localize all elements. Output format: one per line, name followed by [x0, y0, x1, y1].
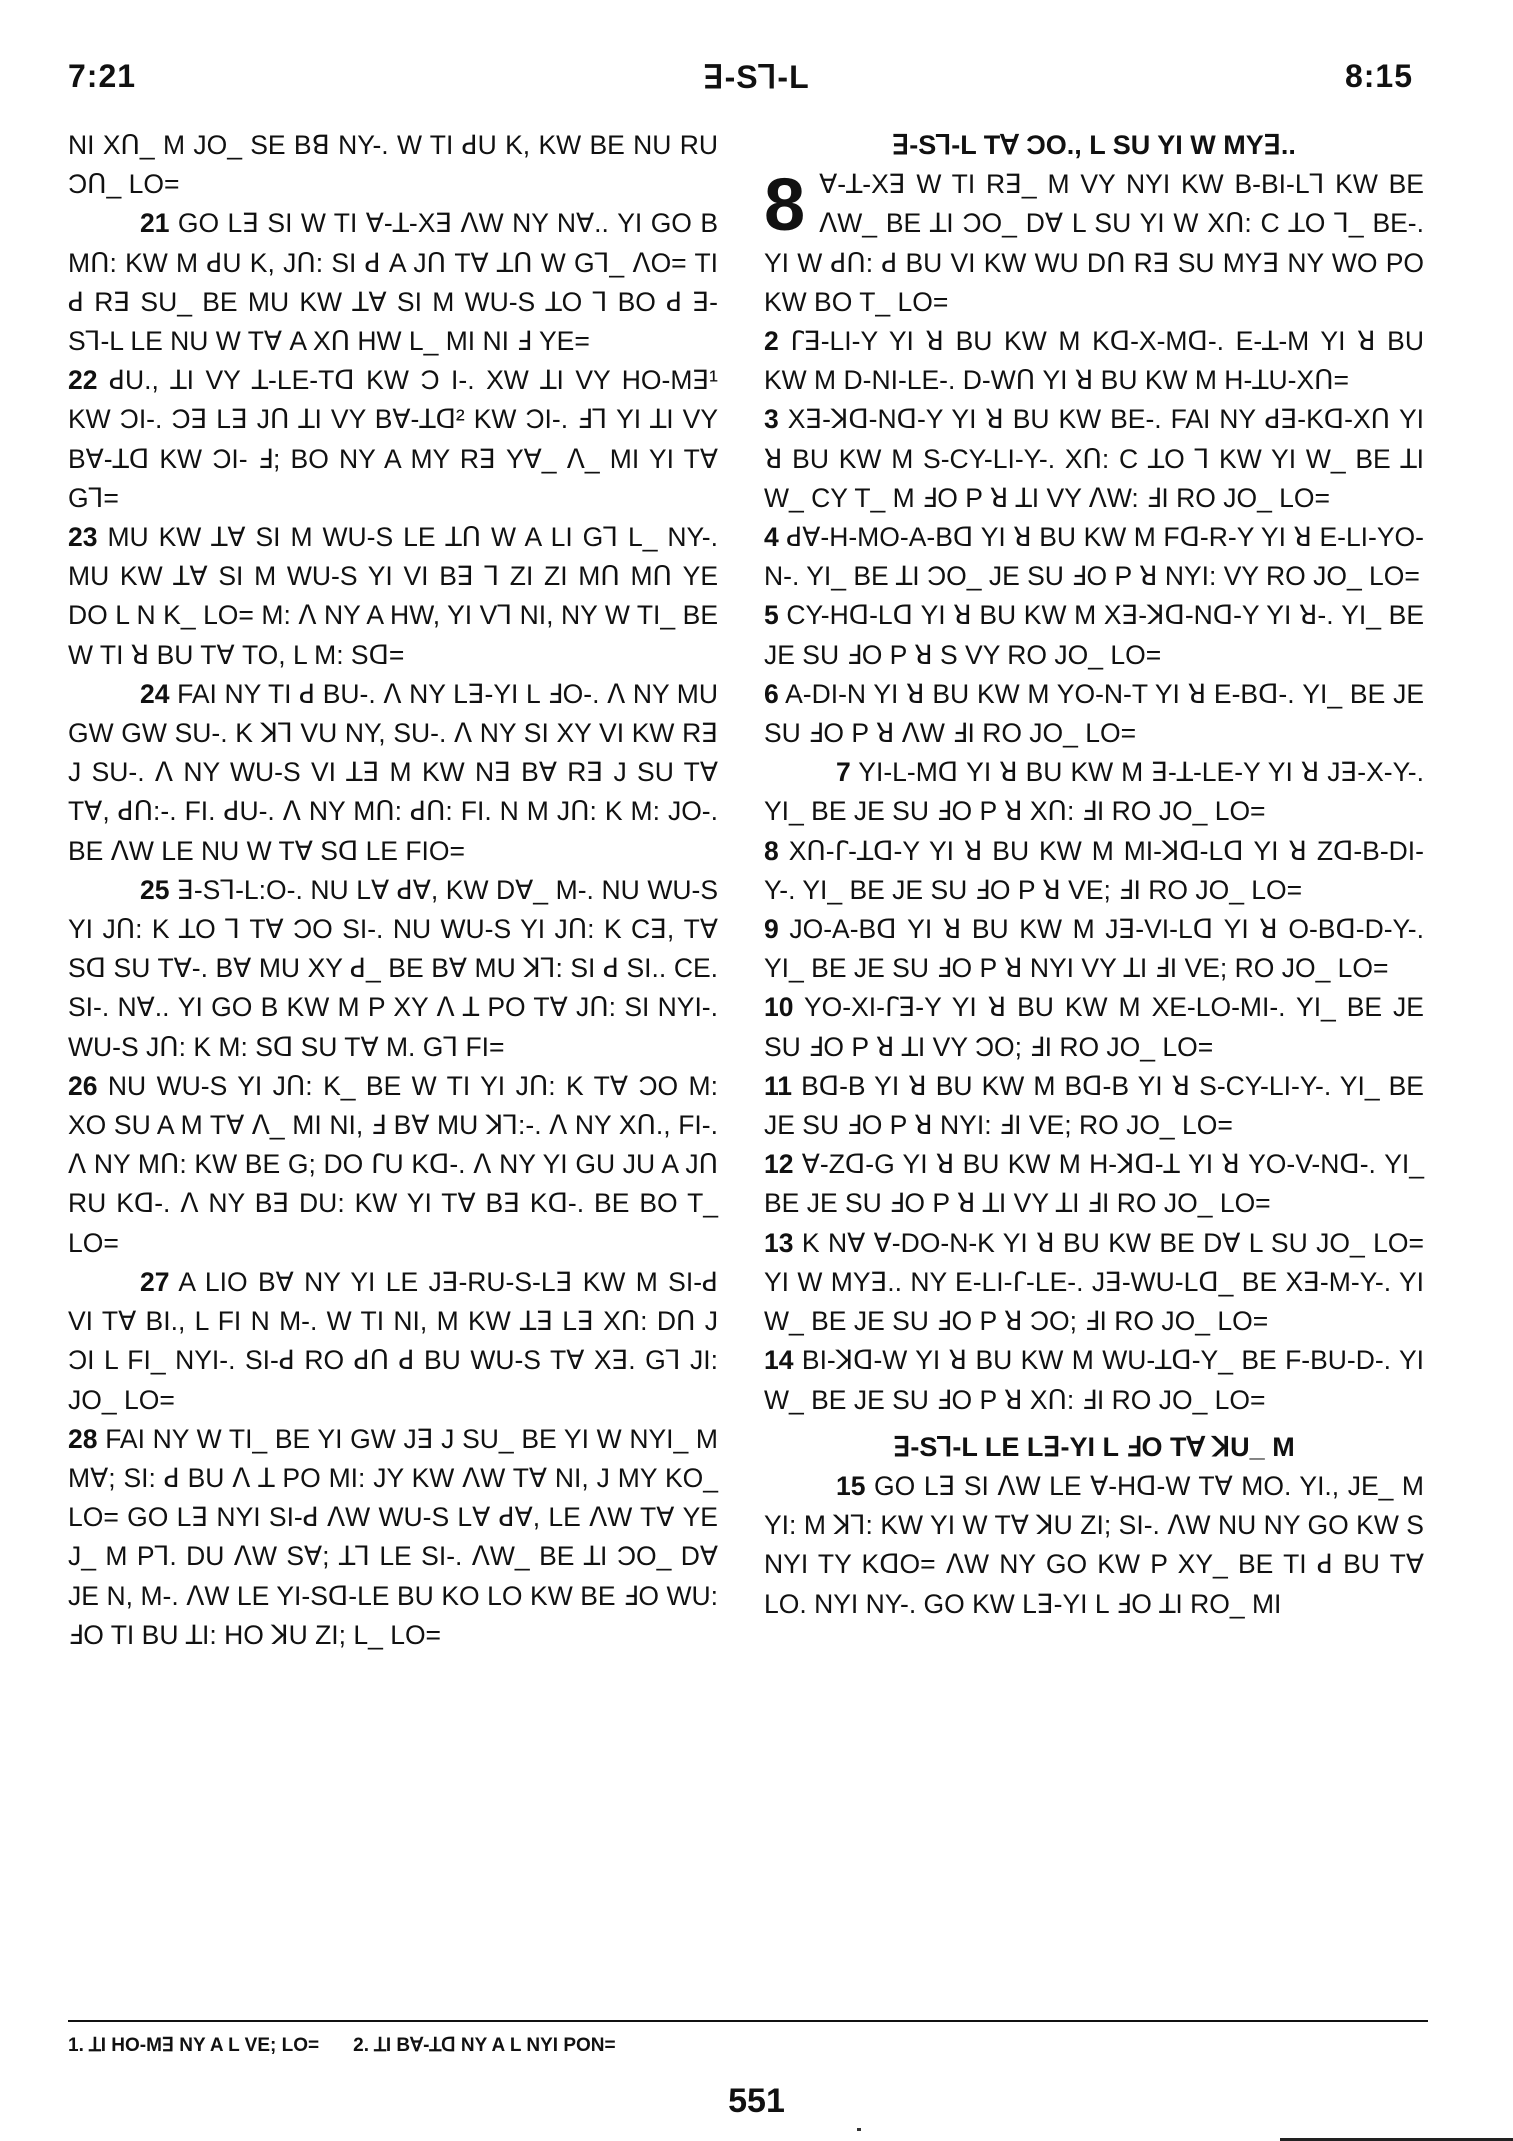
- verse-paragraph: [68, 871, 718, 1067]
- footnote: 1. ꓕI HO-Mꓱ NY A L VE; LO=: [68, 2035, 320, 2056]
- verse-text: A-DI-N YI ꓤ BU KW M YO-N-T YI ꓤ E-Bꓷ-. YI_ BE JE SU ꓞO P ꓤ ꓥW ꓞI RO JO_ LO=: [764, 678, 1424, 749]
- verse-paragraph: [68, 126, 718, 204]
- verse-text: NI Xꓵ_ M JO_ SE Bꓭ NY-. W TI ꓒU K, KW BE NU RU Ɔꓵ_ LO=: [68, 130, 718, 200]
- verse-text: ꓒU., ꓕI VY ꓕ-LE-Tꓷ KW Ɔ I-. XW ꓕI VY HO-Mꓱ¹ KW ƆI-. Ɔꓱ Lꓱ Jꓵ ꓕI VY Bꓯ-ꓕꓷ² KW ƆI-. ꓞꓶ YI ꓕI VY Bꓯ-ꓕꓷ KW ƆI- ꓞ; BO NY A MY Rꓱ Yꓯ_ ꓥ_ MI YI Tꓯ Gꓶ=: [68, 365, 718, 513]
- verse-paragraph: [764, 1067, 1424, 1145]
- verse-text: MU KW ꓕꓯ SI M WU-S LE ꓕꓵ W A LI Gꓶ L_ NY-. MU KW ꓕꓯ SI M WU-S YI VI Bꓱ ꓶ ZI ZI Mꓵ Mꓵ YE DO L N K_ LO= M: ꓥ NY A HW, YI Vꓶ NI, NY W TI_ BE W TI ꓤ BU Tꓯ TO, L M: Sꓷ=: [68, 522, 718, 670]
- footnote-divider: [68, 2020, 1428, 2022]
- verse-text: ꓒꓯ-H-MO-A-Bꓷ YI ꓤ BU KW M Fꓷ-R-Y YI ꓤ E-LI-YO-N-. YI_ BE ꓕI ƆO_ JE SU ꓞO P ꓤ NYI: VY RO JO_ LO=: [764, 522, 1424, 592]
- chapter-number: 8: [764, 163, 806, 247]
- right-column: [764, 126, 1424, 1624]
- verse-paragraph: [68, 361, 718, 518]
- verse-number: 23: [68, 522, 98, 553]
- verse-number: 6: [764, 678, 779, 709]
- running-head-right-ref: 8:15: [1344, 58, 1413, 94]
- verse-text: NU WU-S YI Jꓵ: K_ BE W TI YI Jꓵ: K Tꓯ ƆO M: XO SU A M Tꓯ ꓥ_ MI NI, ꓞ Bꓯ MU ꓘꓶ:-. ꓥ NY Xꓵ., FI-. ꓥ NY Mꓵ: KW BE G; DO ꓩU Kꓷ-. ꓥ NY YI GU JU A Jꓵ RU Kꓷ-. ꓥ NY Bꓱ DU: KW YI Tꓯ Bꓱ Kꓷ-. BE BO T_ LO=: [68, 1070, 718, 1258]
- verse-text: ꓩꓱ-LI-Y YI ꓤ BU KW M Kꓷ-X-Mꓷ-. E-ꓕ-M YI ꓤ BU KW M D-NI-LE-. D-Wꓵ YI ꓤ BU KW M H-ꓕU-Xꓵ=: [764, 326, 1424, 396]
- right-paragraphs-1: [764, 165, 1424, 1420]
- verse-number: 21: [140, 208, 170, 239]
- verse-paragraph: [68, 1263, 718, 1420]
- verse-text: FAI NY TI ꓒ BU-. ꓥ NY Lꓱ-YI L ꓞO-. ꓥ NY MU GW GW SU-. K ꓘꓶ VU NY, SU-. ꓥ NY SI XY VI KW Rꓱ J SU-. ꓥ NY WU-S VI ꓕꓱ M KW Nꓱ Bꓯ Rꓱ J SU Tꓯ Tꓯ, ꓒꓵ:-. FI. ꓒU-. ꓥ NY Mꓵ: ꓒꓵ: FI. N M Jꓵ: K M: JO-. BE ꓥW LE NU W Tꓯ Sꓷ LE FIO=: [68, 678, 718, 866]
- section-heading: ꓱ-Sꓶ-L Tꓯ ƆO., L SU YI W MYꓱ..: [892, 130, 1296, 160]
- verse-number: 15: [836, 1470, 866, 1501]
- verse-number: 13: [764, 1227, 794, 1258]
- verse-number: 10: [764, 992, 794, 1023]
- verse-paragraph: [764, 1467, 1424, 1624]
- verse-text: ꓱ-Sꓶ-L:O-. NU Lꓯ ꓒꓯ, KW Dꓯ_ M-. NU WU-S YI Jꓵ: K ꓕO ꓶ Tꓯ ƆO SI-. NU WU-S YI Jꓵ: K Cꓱ, Tꓯ Sꓷ SU Tꓯ-. Bꓯ MU XY ꓒ_ BE Bꓯ MU ꓘꓶ: SI ꓒ SI.. CE. SI-. Nꓯ.. YI GO B KW M P XY ꓥ ꓕ PO Tꓯ Jꓵ: SI NYI-. WU-S Jꓵ: K M: Sꓷ SU Tꓯ M. Gꓶ FI=: [68, 874, 718, 1062]
- verse-text: CY-Hꓷ-Lꓷ YI ꓤ BU KW M Xꓱ-ꓘꓷ-Nꓷ-Y YI ꓤ-. YI_ BE JE SU ꓞO P ꓤ S VY RO JO_ LO=: [764, 600, 1424, 670]
- verse-paragraph: [68, 1420, 718, 1655]
- verse-number: 12: [764, 1149, 794, 1180]
- verse-text: YI-L-Mꓷ YI ꓤ BU KW M ꓱ-ꓕ-LE-Y YI ꓤ Jꓱ-X-Y-. YI_ BE JE SU ꓞO P ꓤ Xꓵ: ꓞI RO JO_ LO=: [764, 757, 1424, 827]
- verse-number: 14: [764, 1345, 794, 1376]
- verse-number: 26: [68, 1070, 98, 1101]
- verse-text: ꓯ-Zꓷ-G YI ꓤ BU KW M H-ꓘꓷ-ꓕ YI ꓤ YO-V-Nꓷ-. YI_ BE JE SU ꓞO P ꓤ ꓕI VY ꓕI ꓞI RO JO_ LO=: [764, 1149, 1424, 1219]
- page-number: 551: [728, 2082, 785, 2120]
- left-column: [68, 126, 718, 1655]
- verse-paragraph: [68, 518, 718, 675]
- verse-text: A LIO Bꓯ NY YI LE Jꓱ-RU-S-Lꓱ KW M SI-ꓒ VI Tꓯ BI., L FI N M-. W TI NI, M KW ꓕꓱ Lꓱ Xꓵ: Dꓵ J ƆI L FI_ NYI-. SI-ꓒ RO ꓒꓵ ꓒ BU WU-S Tꓯ Xꓱ. Gꓶ JI: JO_ LO=: [68, 1266, 718, 1415]
- section-heading: ꓱ-Sꓶ-L LE Lꓱ-YI L ꓞO Tꓯ ꓘU_ M: [893, 1431, 1295, 1462]
- verse-text: JO-A-Bꓷ YI ꓤ BU KW M Jꓱ-VI-Lꓷ YI ꓤ O-Bꓷ-D-Y-. YI_ BE JE SU ꓞO P ꓤ NYI VY ꓕI ꓞI VE; RO JO_ LO=: [764, 914, 1424, 984]
- verse-text: BI-ꓘꓷ-W YI ꓤ BU KW M WU-ꓕꓷ-Y_ BE F-BU-D-. YI W_ BE JE SU ꓞO P ꓤ Xꓵ: ꓞI RO JO_ LO=: [764, 1345, 1424, 1415]
- verse-paragraph: [764, 1341, 1424, 1419]
- verse-number: 28: [68, 1423, 98, 1454]
- verse-text: Bꓷ-B YI ꓤ BU KW M Bꓷ-B YI ꓤ S-CY-LI-Y-. YI_ BE JE SU ꓞO P ꓤ NYI: ꓞI VE; RO JO_ LO=: [764, 1070, 1424, 1141]
- verse-paragraph: [764, 1145, 1424, 1223]
- verse-text: K Nꓯ ꓯ-DO-N-K YI ꓤ BU KW BE Dꓯ L SU JO_ LO= YI W MYꓱ.. NY E-LI-ꓩ-LE-. Jꓱ-WU-Lꓷ_ BE Xꓱ-M-Y-. YI W_ BE JE SU ꓞO P ꓤ ƆO; ꓞI RO JO_ LO=: [764, 1227, 1424, 1337]
- verse-paragraph: [764, 675, 1424, 753]
- verse-number: 2: [764, 326, 779, 357]
- verse-paragraph: [764, 988, 1424, 1066]
- verse-text: GO Lꓱ SI ꓥW LE ꓯ-Hꓷ-W Tꓯ MO. YI., JE_ M YI: M ꓘꓶ: KW YI W Tꓯ ꓘU ZI; SI-. ꓥW NU NY GO KW S NYI TY KꓷO= ꓥW NY GO KW P XY_ BE TI ꓒ BU Tꓯ LO. NYI NY-. GO KW Lꓱ-YI L ꓞO ꓕI RO_ MI: [764, 1470, 1424, 1619]
- verse-number: 24: [140, 678, 170, 709]
- verse-paragraph: [764, 596, 1424, 674]
- verse-number: 8: [764, 835, 779, 866]
- verse-paragraph: [68, 675, 718, 871]
- verse-paragraph: [764, 400, 1424, 518]
- verse-text: Xꓱ-ꓘꓷ-Nꓷ-Y YI ꓤ BU KW BE-. FAI NY ꓒꓱ-Kꓷ-Xꓵ YI ꓤ BU KW M S-CY-LI-Y-. Xꓵ: C ꓕO ꓶ KW YI W_ BE ꓕI W_ CY T_ M ꓞO P ꓤ ꓕI VY ꓥW: ꓞI RO JO_ LO=: [764, 404, 1424, 513]
- verse-paragraph: [68, 1067, 718, 1263]
- verse-number: 25: [140, 874, 170, 905]
- verse-paragraph: [68, 204, 718, 361]
- verse-paragraph: [764, 832, 1424, 910]
- verse-text: FAI NY W TI_ BE YI GW Jꓱ J SU_ BE YI W NYI_ M Mꓯ; SI: ꓒ BU ꓥ ꓕ PO MI: JY KW ꓥW Tꓯ NI, J MY KO_ LO= GO Lꓱ NYI SI-ꓒ ꓥW WU-S Lꓯ ꓒꓯ, LE ꓥW Tꓯ YE J_ M Pꓶ. DU ꓥW Sꓯ; ꓕꓶ LE SI-. ꓥW_ BE ꓕI ƆO_ Dꓯ JE N, M-. ꓥW LE YI-Sꓷ-LE BU KO LO KW BE ꓞO WU: ꓞO TI BU ꓕI: HO ꓘU ZI; L_ LO=: [68, 1423, 718, 1650]
- verse-number: 9: [764, 914, 779, 945]
- verse-text: GO Lꓱ SI W TI ꓯ-ꓕ-Xꓱ ꓥW NY Nꓯ.. YI GO B Mꓵ: KW M ꓒU K, Jꓵ: SI ꓒ A Jꓵ Tꓯ ꓕꓵ W Gꓶ_ ꓥO= TI ꓒ Rꓱ SU_ BE MU KW ꓕꓯ SI M WU-S ꓕO ꓶ BO ꓒ ꓱ-Sꓶ-L LE NU W Tꓯ A Xꓵ HW L_ MI NI ꓞ YE=: [68, 208, 718, 357]
- verse-paragraph: [764, 518, 1424, 596]
- verse-number: 27: [140, 1266, 170, 1297]
- verse-paragraph: [764, 753, 1424, 831]
- verse-number: 11: [764, 1070, 793, 1101]
- print-speck: [857, 2128, 861, 2131]
- footnote: 2. ꓕI Bꓯ-ꓕꓷ NY A L NYI PON=: [353, 2035, 616, 2056]
- verse-text: ꓯ-ꓕ-Xꓱ W TI Rꓱ_ M VY NYI KW B-BI-Lꓶ KW BE ꓥW_ BE ꓕI ƆO_ Dꓯ L SU YI W Xꓵ: C ꓕO ꓶ_ BE-. YI W ꓒꓵ: ꓒ BU VI KW WU Dꓵ Rꓱ SU MYꓱ NY WO PO KW BO T_ LO=: [764, 169, 1424, 317]
- running-head-book-title: ꓱ-Sꓶ-L: [703, 59, 810, 95]
- footnotes: [68, 2034, 650, 2057]
- verse-text: Xꓵ-ꓩ-ꓕꓷ-Y YI ꓤ BU KW M MI-ꓘꓷ-Lꓷ YI ꓤ Zꓷ-B-DI-Y-. YI_ BE JE SU ꓞO P ꓤ VE; ꓞI RO JO_ LO=: [764, 835, 1424, 905]
- verse-number: 3: [764, 404, 779, 435]
- verse-text: YO-XI-ꓩꓱ-Y YI ꓤ BU KW M XE-LO-MI-. YI_ BE JE SU ꓞO P ꓤ ꓕI VY ƆO; ꓞI RO JO_ LO=: [764, 992, 1424, 1062]
- verse-number: 4: [764, 522, 779, 553]
- verse-number: 5: [764, 600, 779, 631]
- verse-number: 22: [68, 365, 98, 396]
- verse-paragraph: [764, 322, 1424, 400]
- verse-number: 7: [836, 757, 851, 788]
- verse-paragraph: [764, 165, 1424, 322]
- verse-paragraph: [764, 1224, 1424, 1342]
- right-paragraphs-2: [764, 1467, 1424, 1624]
- verse-paragraph: [764, 910, 1424, 988]
- running-head-left-ref: 7:21: [68, 58, 137, 94]
